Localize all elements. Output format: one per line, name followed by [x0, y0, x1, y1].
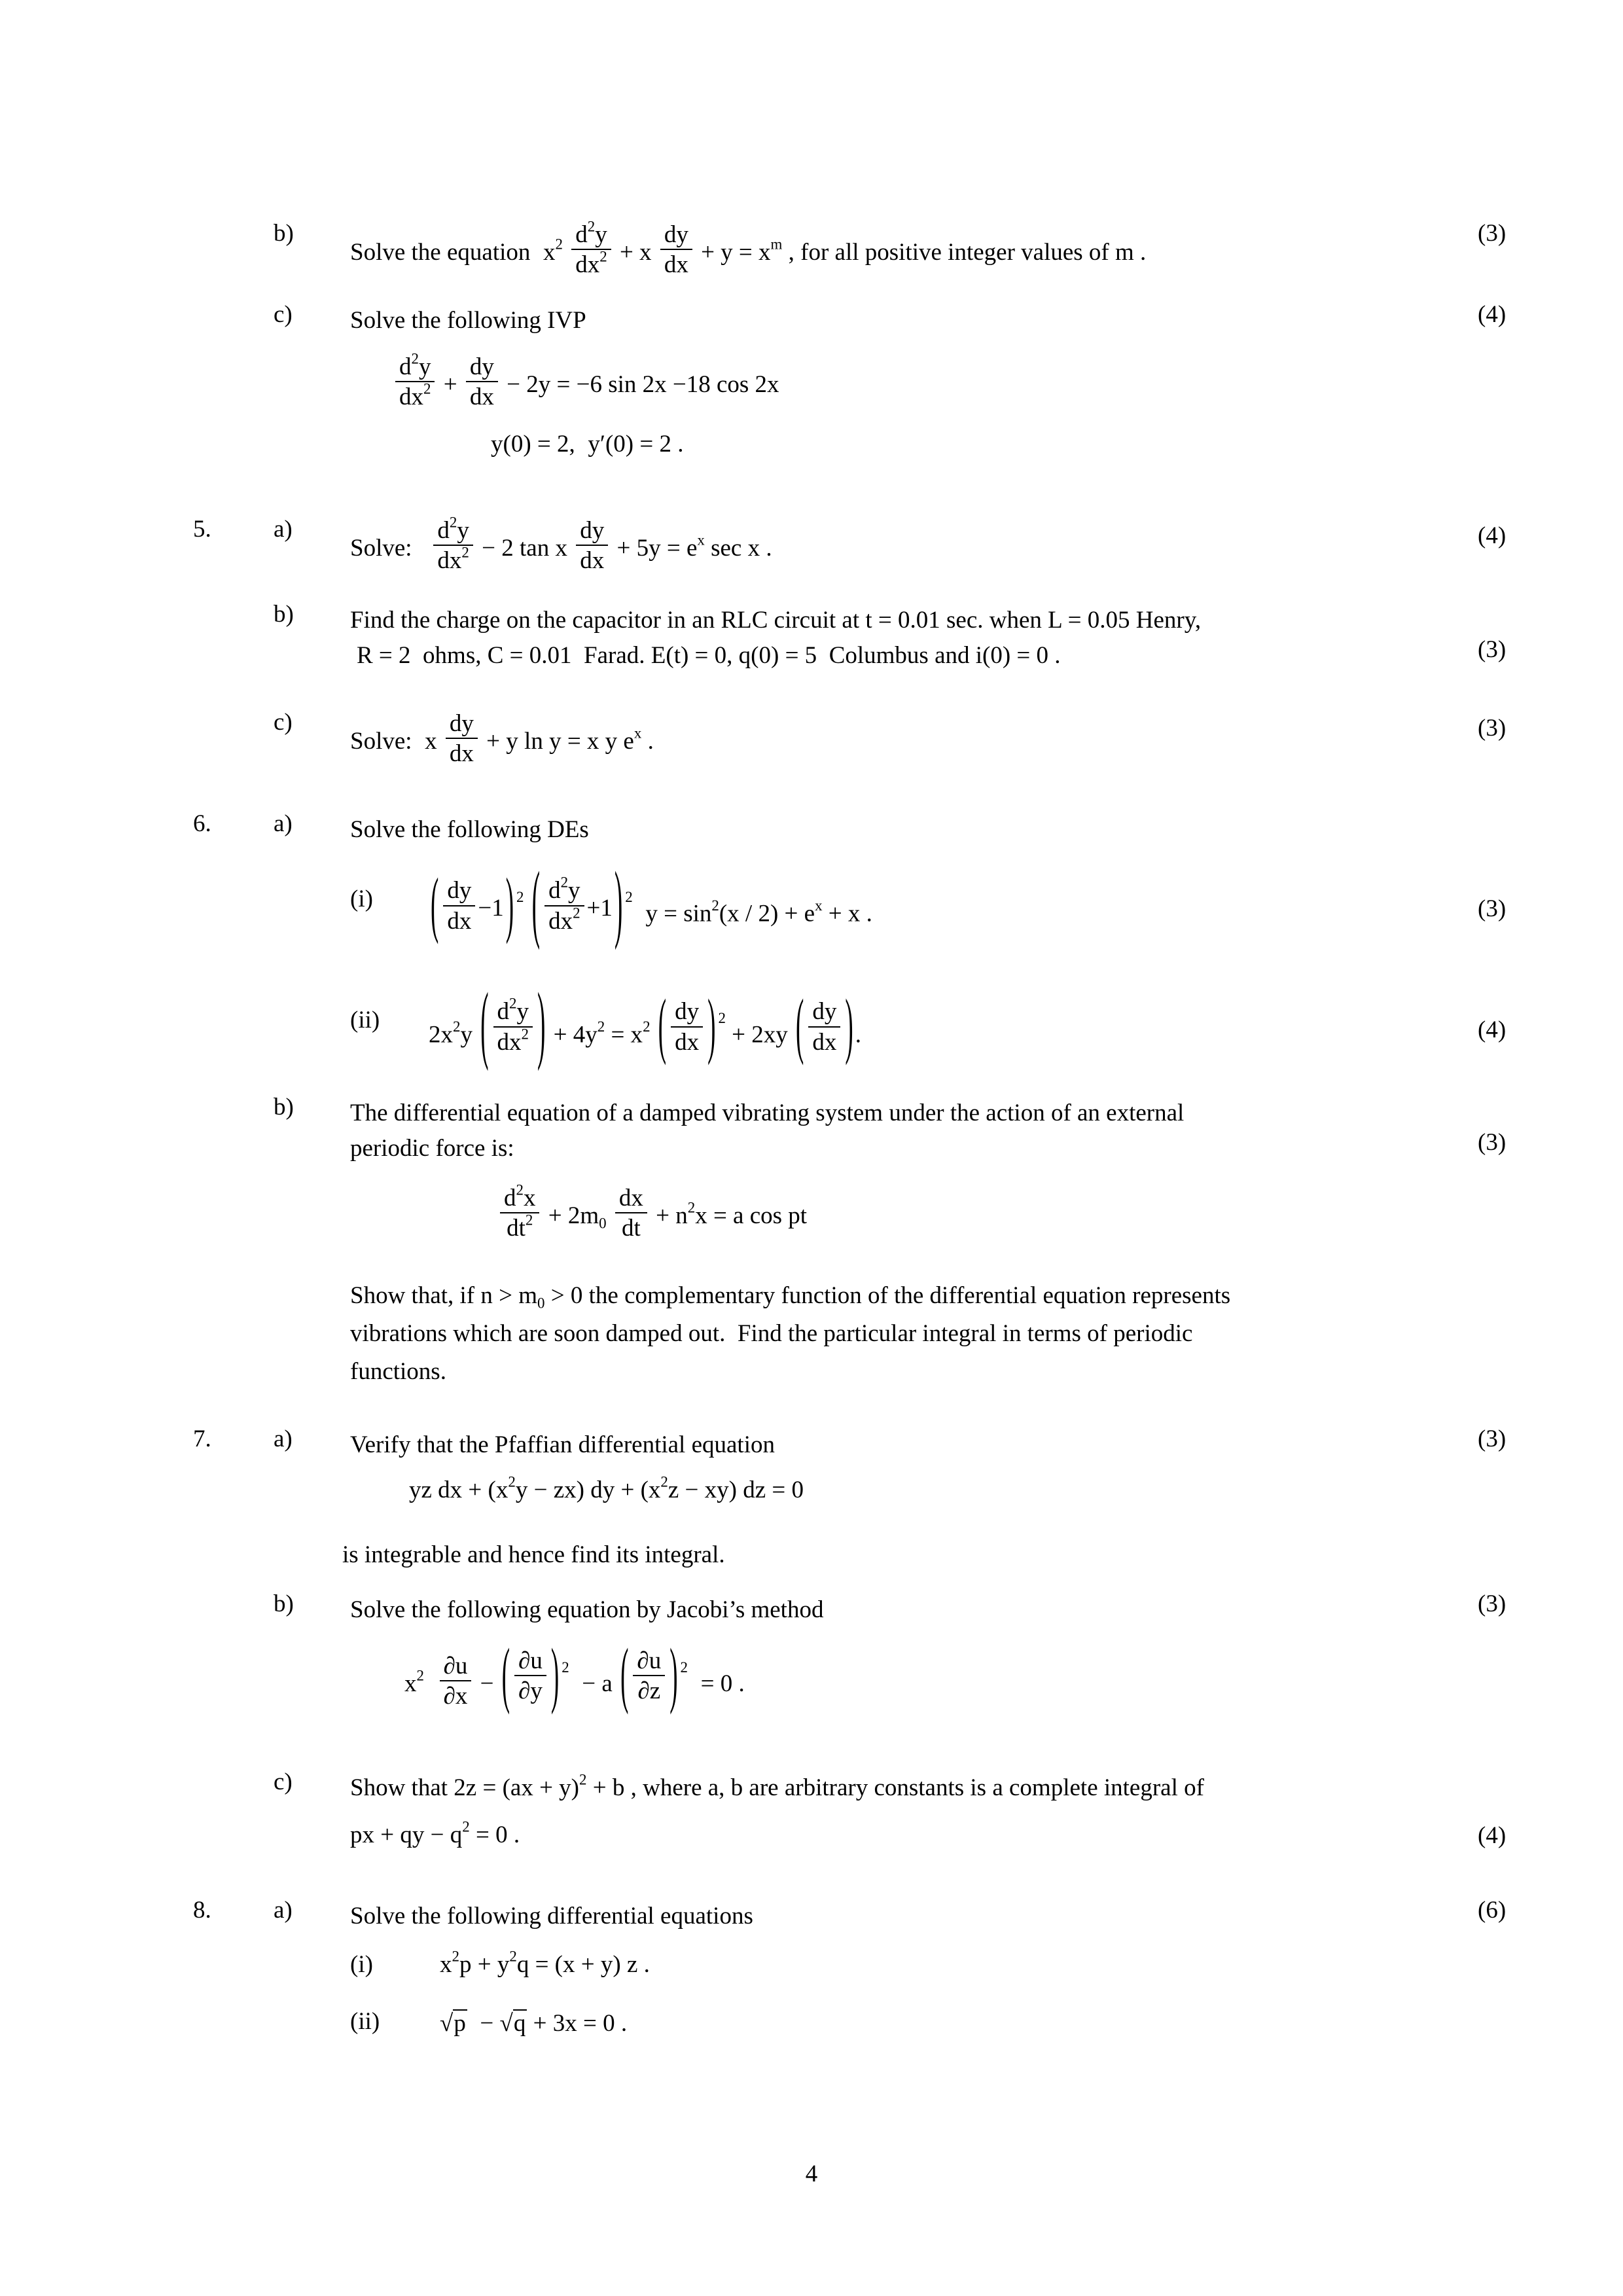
question-6b-marks: (3): [1478, 1129, 1507, 1156]
question-6-number: 6.: [193, 810, 211, 837]
question-7b-text: Solve the following equation by Jacobi’s method: [350, 1596, 824, 1623]
question-4c-text: Solve the following IVP: [350, 307, 586, 334]
page-number: 4: [805, 2161, 818, 2187]
question-7a-text-after: is integrable and hence find its integral.: [342, 1541, 725, 1568]
question-7c-part-label: c): [274, 1768, 293, 1795]
question-7c-line1: Show that 2z = (ax + y)$^2$ + b , where a, b are arbitrary constants is a complete integral of: [350, 1771, 1204, 1801]
question-5c-body: [350, 710, 654, 768]
question-6a-i-label: (i): [350, 886, 373, 912]
question-5a-equation: $\frac{d^2y}{dx^2}$ − 2 tan x $\frac{dy}{dx}$ + $5y = e^x$ sec x .: [418, 535, 772, 562]
question-5-number: 5.: [193, 516, 211, 543]
question-6b-paragraph-line2: vibrations which are soon damped out. Find the particular integral in terms of periodic: [350, 1320, 1193, 1347]
question-4b-text-before: Solve the equation: [350, 239, 531, 266]
question-6b-line1: The differential equation of a damped vibrating system under the action of an external: [350, 1100, 1185, 1126]
question-7a-marks: (3): [1478, 1426, 1507, 1452]
question-5a-text: Solve:: [350, 535, 412, 562]
question-8a-ii-equation: √p − √q + 3x = 0 .: [440, 2010, 628, 2037]
question-6a-i-marks: (3): [1478, 895, 1507, 922]
question-5b-part-label: b): [274, 601, 294, 628]
question-6a-text: Solve the following DEs: [350, 816, 589, 843]
question-8a-marks: (6): [1478, 1897, 1507, 1924]
question-6a-ii-label: (ii): [350, 1007, 380, 1033]
question-7b-equation: $x^2$ $\frac{\partial u}{\partial x}$ − ( $\frac{\partial u}{\partial y}$ ) 2 − a ( $\frac{\partial u}{\partial z}$ ) 2 = 0 .: [404, 1634, 745, 1717]
question-6a-i-equation: ( $\frac{dy}{dx}$ −1) 2 ( $\frac{d^2y}{dx^2}$ +1) 2 $y = \sin^2(x / 2) + e^x + x$ .: [431, 856, 872, 953]
question-5b-body: [350, 602, 1463, 639]
question-5c-marks: (3): [1478, 715, 1507, 742]
question-7a-equation: yz dx + $(x^2y - zx)$ dy + $(x^2z - xy)$ dz = 0: [409, 1473, 804, 1503]
question-7c-line2: px + qy − $q^2 = 0$ .: [350, 1818, 520, 1848]
question-8a-i-equation: $x^2p + y^2q = (x + y)$ z .: [440, 1948, 650, 1978]
question-4b-body: [350, 218, 1147, 279]
question-6a-ii-equation: $2x^2y$ ( $\frac{d^2y}{dx^2}$ ) + $4y^2 = x^2$ ( $\frac{dy}{dx}$ ) 2 + 2xy ( $\frac{dy}{dx}$ ).: [429, 977, 861, 1074]
question-5a-marks: (4): [1478, 522, 1507, 549]
question-7-number: 7.: [193, 1426, 211, 1452]
question-4b-equation: $x^2$ $\frac{d^2y}{dx^2}$ + x $\frac{dy}{dx}$ + $y = x^m$: [543, 218, 783, 279]
question-7a-text: Verify that the Pfaffian differential equation: [350, 1431, 775, 1458]
question-4c-equation: $\frac{d^2y}{dx^2}$ + $\frac{dy}{dx}$ − 2y = −6 sin 2x −18 cos 2x: [393, 353, 779, 411]
question-5c-text: Solve:: [350, 728, 412, 755]
question-5c-equation: x $\frac{dy}{dx}$ + y ln y = x y $e^x$ .: [425, 710, 654, 768]
question-5b-line1: Find the charge on the capacitor in an RLC circuit at t = 0.01 sec. when L = 0.05 Henry,: [350, 607, 1202, 634]
question-6a-ii-marks: (4): [1478, 1016, 1507, 1043]
question-7c-marks: (4): [1478, 1822, 1507, 1849]
question-4b-marks: (3): [1478, 220, 1507, 247]
question-7b-marks: (3): [1478, 1590, 1507, 1617]
question-5a-body: [350, 514, 772, 575]
question-8-number: 8.: [193, 1897, 211, 1924]
question-5b-line2: R = 2 ohms, C = 0.01 Farad. E(t) = 0, q(0) = 5 Columbus and i(0) = 0 .: [357, 642, 1061, 669]
question-6b-equation: $\frac{d^2x}{dt^2}$ + $2m_0$ $\frac{dx}{dt}$ + $n^2x = a$ cos pt: [497, 1185, 807, 1242]
question-4b-text-after: , for all positive integer values of m .: [788, 239, 1147, 266]
question-8a-part-label: a): [274, 1897, 293, 1924]
question-5a-part-label: a): [274, 516, 293, 543]
question-6b-paragraph-line1: Show that, if $n > m_0 > 0$ the complementary function of the differential equation represents: [350, 1282, 1231, 1312]
question-6b-paragraph-line3: functions.: [350, 1358, 446, 1385]
question-6a-part-label: a): [274, 810, 293, 837]
question-8a-text: Solve the following differential equations: [350, 1903, 753, 1929]
question-6b-line2: periodic force is:: [350, 1135, 514, 1162]
question-8a-i-label: (i): [350, 1951, 373, 1978]
question-5b-marks: (3): [1478, 636, 1507, 663]
question-4c-initial-conditions: y(0) = 2, y′(0) = 2 .: [491, 431, 684, 457]
question-4c-marks: (4): [1478, 301, 1507, 328]
question-8a-ii-label: (ii): [350, 2008, 380, 2035]
question-7a-part-label: a): [274, 1426, 293, 1452]
question-6b-part-label: b): [274, 1094, 294, 1121]
question-5c-part-label: c): [274, 709, 293, 736]
question-4b-part-label: b): [274, 220, 294, 247]
question-4c-part-label: c): [274, 301, 293, 328]
question-7b-part-label: b): [274, 1590, 294, 1617]
